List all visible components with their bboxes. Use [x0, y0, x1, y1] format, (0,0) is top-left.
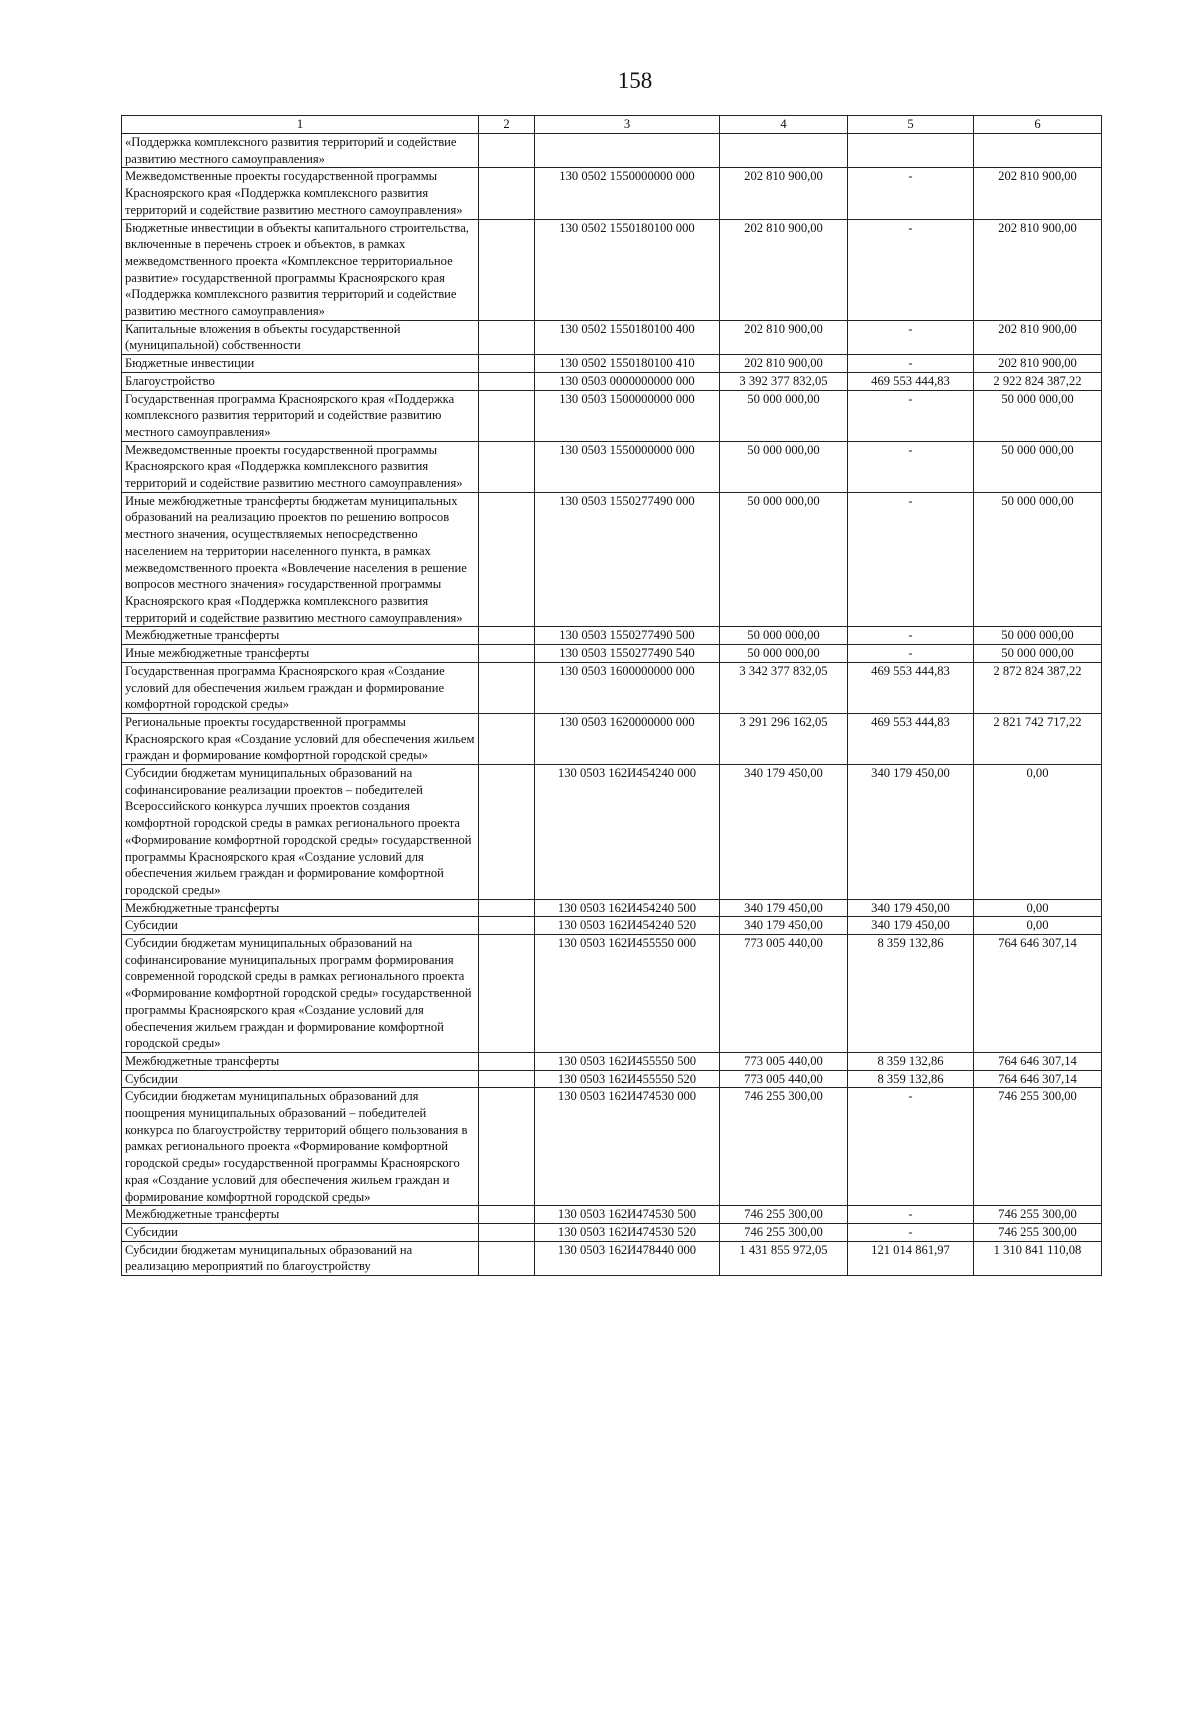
budget-table: [121, 115, 1102, 1276]
row-budget-code: 130 0503 162И455550 500: [535, 1052, 720, 1070]
row-budget-code: 130 0503 1600000000 000: [535, 662, 720, 713]
row-amount-col-6: 50 000 000,00: [974, 492, 1102, 627]
table-row: [122, 917, 1102, 935]
table-row: [122, 1052, 1102, 1070]
row-amount-col-6: 746 255 300,00: [974, 1224, 1102, 1242]
table-row: [122, 441, 1102, 492]
row-budget-code: 130 0503 0000000000 000: [535, 372, 720, 390]
row-description: Субсидии: [122, 1070, 479, 1088]
row-amount-col-4: 202 810 900,00: [720, 168, 848, 219]
row-budget-code: 130 0503 1620000000 000: [535, 713, 720, 764]
row-description: Благоустройство: [122, 372, 479, 390]
row-amount-col-5: -: [848, 320, 974, 354]
row-amount-col-6: 202 810 900,00: [974, 320, 1102, 354]
row-amount-col-4: 50 000 000,00: [720, 441, 848, 492]
row-amount-col-4: 202 810 900,00: [720, 320, 848, 354]
row-col-2: [479, 627, 535, 645]
column-header-1: 1: [122, 116, 479, 134]
row-description: Иные межбюджетные трансферты бюджетам муниципальных образований на реализацию проектов по решению вопросов местного значения, осуществляемых непосредственно населением на территории населенного пункта, в рамках межведомственного проекта «Вовлечение населения в решение вопросов местного значения» государственной программы Красноярского края «Поддержка комплексного развития территорий и содействие развитию местного самоуправления»: [122, 492, 479, 627]
row-amount-col-4: 746 255 300,00: [720, 1224, 848, 1242]
row-amount-col-6: 764 646 307,14: [974, 935, 1102, 1053]
row-col-2: [479, 662, 535, 713]
row-col-2: [479, 645, 535, 663]
row-budget-code: 130 0503 162И454240 500: [535, 899, 720, 917]
row-budget-code: 130 0503 1550277490 000: [535, 492, 720, 627]
row-amount-col-6: 202 810 900,00: [974, 219, 1102, 320]
row-amount-col-5: 469 553 444,83: [848, 713, 974, 764]
row-budget-code: 130 0502 1550180100 000: [535, 219, 720, 320]
column-header-6: 6: [974, 116, 1102, 134]
table-row: [122, 219, 1102, 320]
table-row: [122, 320, 1102, 354]
row-amount-col-6: 764 646 307,14: [974, 1052, 1102, 1070]
row-budget-code: 130 0503 162И455550 000: [535, 935, 720, 1053]
row-col-2: [479, 899, 535, 917]
row-col-2: [479, 935, 535, 1053]
row-budget-code: 130 0503 162И478440 000: [535, 1241, 720, 1275]
row-amount-col-6: 50 000 000,00: [974, 627, 1102, 645]
row-amount-col-6: 1 310 841 110,08: [974, 1241, 1102, 1275]
row-amount-col-6: 50 000 000,00: [974, 441, 1102, 492]
row-description: Субсидии бюджетам муниципальных образований на софинансирование муниципальных программ формирования современной городской среды в рамках регионального проекта «Формирование комфортной городской среды» государственной программы Красноярского края «Создание условий для обеспечения жильем граждан и формирование комфортной городской среды»: [122, 935, 479, 1053]
row-amount-col-6: 746 255 300,00: [974, 1088, 1102, 1206]
table-row: [122, 1070, 1102, 1088]
row-amount-col-5: -: [848, 168, 974, 219]
table-row: [122, 168, 1102, 219]
row-amount-col-5: -: [848, 492, 974, 627]
row-col-2: [479, 355, 535, 373]
row-col-2: [479, 1088, 535, 1206]
row-budget-code: 130 0503 162И455550 520: [535, 1070, 720, 1088]
row-amount-col-5: 469 553 444,83: [848, 372, 974, 390]
row-amount-col-5: 8 359 132,86: [848, 1052, 974, 1070]
row-description: Субсидии: [122, 1224, 479, 1242]
column-header-3: 3: [535, 116, 720, 134]
row-description: Субсидии: [122, 917, 479, 935]
row-amount-col-4: 746 255 300,00: [720, 1088, 848, 1206]
row-amount-col-5: -: [848, 219, 974, 320]
row-col-2: [479, 134, 535, 168]
row-description: Бюджетные инвестиции: [122, 355, 479, 373]
row-amount-col-6: 50 000 000,00: [974, 645, 1102, 663]
row-description: Межбюджетные трансферты: [122, 1052, 479, 1070]
row-amount-col-5: 340 179 450,00: [848, 917, 974, 935]
row-amount-col-6: 0,00: [974, 765, 1102, 900]
column-header-5: 5: [848, 116, 974, 134]
table-row: [122, 645, 1102, 663]
row-description: Межведомственные проекты государственной программы Красноярского края «Поддержка комплексного развития территорий и содействие развитию местного самоуправления»: [122, 441, 479, 492]
table-row: [122, 492, 1102, 627]
row-budget-code: 130 0503 162И474530 500: [535, 1206, 720, 1224]
row-col-2: [479, 765, 535, 900]
row-budget-code: 130 0503 162И474530 000: [535, 1088, 720, 1206]
row-amount-col-5: -: [848, 645, 974, 663]
row-amount-col-4: 50 000 000,00: [720, 390, 848, 441]
table-row: [122, 372, 1102, 390]
row-amount-col-4: 50 000 000,00: [720, 492, 848, 627]
row-amount-col-4: 1 431 855 972,05: [720, 1241, 848, 1275]
table-row: [122, 1206, 1102, 1224]
row-amount-col-5: 340 179 450,00: [848, 765, 974, 900]
row-col-2: [479, 1241, 535, 1275]
row-col-2: [479, 441, 535, 492]
row-amount-col-5: -: [848, 1088, 974, 1206]
row-amount-col-4: [720, 134, 848, 168]
row-col-2: [479, 1070, 535, 1088]
table-row: [122, 134, 1102, 168]
row-col-2: [479, 492, 535, 627]
column-header-4: 4: [720, 116, 848, 134]
table-row: [122, 355, 1102, 373]
row-amount-col-4: 3 342 377 832,05: [720, 662, 848, 713]
row-budget-code: 130 0503 162И474530 520: [535, 1224, 720, 1242]
row-description: Капитальные вложения в объекты государственной (муниципальной) собственности: [122, 320, 479, 354]
row-amount-col-6: 0,00: [974, 917, 1102, 935]
table-row: [122, 1088, 1102, 1206]
row-budget-code: 130 0503 1500000000 000: [535, 390, 720, 441]
row-description: Межбюджетные трансферты: [122, 1206, 479, 1224]
row-amount-col-5: [848, 134, 974, 168]
row-amount-col-4: 3 291 296 162,05: [720, 713, 848, 764]
row-amount-col-5: 469 553 444,83: [848, 662, 974, 713]
row-col-2: [479, 917, 535, 935]
row-amount-col-6: 2 872 824 387,22: [974, 662, 1102, 713]
row-description: Иные межбюджетные трансферты: [122, 645, 479, 663]
row-amount-col-5: 8 359 132,86: [848, 935, 974, 1053]
row-col-2: [479, 1224, 535, 1242]
row-col-2: [479, 168, 535, 219]
row-amount-col-4: 50 000 000,00: [720, 645, 848, 663]
row-budget-code: 130 0502 1550000000 000: [535, 168, 720, 219]
row-amount-col-4: 773 005 440,00: [720, 1052, 848, 1070]
row-col-2: [479, 372, 535, 390]
row-col-2: [479, 320, 535, 354]
row-col-2: [479, 1052, 535, 1070]
row-amount-col-6: 0,00: [974, 899, 1102, 917]
row-amount-col-4: 3 392 377 832,05: [720, 372, 848, 390]
row-amount-col-4: 202 810 900,00: [720, 355, 848, 373]
row-amount-col-5: -: [848, 627, 974, 645]
row-description: Субсидии бюджетам муниципальных образований на софинансирование реализации проектов – победителей Всероссийского конкурса лучших проектов создания комфортной городской среды в рамках регионального проекта «Формирование комфортной городской среды» государственной программы Красноярского края «Создание условий для обеспечения жильем граждан и формирование комфортной городской среды»: [122, 765, 479, 900]
row-budget-code: [535, 134, 720, 168]
row-amount-col-6: [974, 134, 1102, 168]
row-budget-code: 130 0503 1550000000 000: [535, 441, 720, 492]
page-number: 158: [617, 68, 653, 93]
row-amount-col-5: -: [848, 1224, 974, 1242]
row-budget-code: 130 0503 162И454240 520: [535, 917, 720, 935]
row-col-2: [479, 1206, 535, 1224]
row-amount-col-4: 773 005 440,00: [720, 935, 848, 1053]
column-header-2: 2: [479, 116, 535, 134]
table-row: [122, 390, 1102, 441]
row-description: Государственная программа Красноярского края «Поддержка комплексного развития территорий и содействие развитию местного самоуправления»: [122, 390, 479, 441]
row-amount-col-4: 746 255 300,00: [720, 1206, 848, 1224]
row-description: Государственная программа Красноярского края «Создание условий для обеспечения жильем граждан и формирование комфортной городской среды»: [122, 662, 479, 713]
row-amount-col-5: 8 359 132,86: [848, 1070, 974, 1088]
row-amount-col-6: 202 810 900,00: [974, 168, 1102, 219]
table-row: [122, 765, 1102, 900]
row-amount-col-6: 746 255 300,00: [974, 1206, 1102, 1224]
row-amount-col-6: 2 922 824 387,22: [974, 372, 1102, 390]
row-amount-col-4: 202 810 900,00: [720, 219, 848, 320]
row-amount-col-5: -: [848, 355, 974, 373]
table-row: [122, 1224, 1102, 1242]
row-amount-col-6: 202 810 900,00: [974, 355, 1102, 373]
table-row: [122, 935, 1102, 1053]
row-col-2: [479, 390, 535, 441]
row-amount-col-5: -: [848, 1206, 974, 1224]
table-row: [122, 899, 1102, 917]
row-description: «Поддержка комплексного развития территорий и содействие развитию местного самоуправления»: [122, 134, 479, 168]
row-amount-col-6: 764 646 307,14: [974, 1070, 1102, 1088]
row-amount-col-5: -: [848, 390, 974, 441]
row-description: Бюджетные инвестиции в объекты капитального строительства, включенные в перечень строек и объектов, в рамках межведомственного проекта «Комплексное территориальное развитие» государственной программы Красноярского края «Поддержка комплексного развития территорий и содействие развитию местного самоуправления»: [122, 219, 479, 320]
row-amount-col-4: 340 179 450,00: [720, 917, 848, 935]
row-description: Межбюджетные трансферты: [122, 899, 479, 917]
table-row: [122, 1241, 1102, 1275]
table-row: [122, 713, 1102, 764]
row-description: Субсидии бюджетам муниципальных образований на реализацию мероприятий по благоустройству: [122, 1241, 479, 1275]
row-amount-col-5: 340 179 450,00: [848, 899, 974, 917]
table-row: [122, 662, 1102, 713]
row-col-2: [479, 219, 535, 320]
row-amount-col-6: 2 821 742 717,22: [974, 713, 1102, 764]
row-amount-col-6: 50 000 000,00: [974, 390, 1102, 441]
row-col-2: [479, 713, 535, 764]
table-header-row: [122, 116, 1102, 134]
row-amount-col-4: 340 179 450,00: [720, 899, 848, 917]
row-budget-code: 130 0502 1550180100 410: [535, 355, 720, 373]
row-amount-col-4: 50 000 000,00: [720, 627, 848, 645]
table-row: [122, 627, 1102, 645]
row-budget-code: 130 0502 1550180100 400: [535, 320, 720, 354]
row-budget-code: 130 0503 162И454240 000: [535, 765, 720, 900]
row-description: Межведомственные проекты государственной программы Красноярского края «Поддержка комплексного развития территорий и содействие развитию местного самоуправления»: [122, 168, 479, 219]
row-description: Межбюджетные трансферты: [122, 627, 479, 645]
row-description: Региональные проекты государственной программы Красноярского края «Создание условий для обеспечения жильем граждан и формирование комфортной городской среды»: [122, 713, 479, 764]
row-budget-code: 130 0503 1550277490 540: [535, 645, 720, 663]
table-body: [122, 134, 1102, 1276]
row-amount-col-5: 121 014 861,97: [848, 1241, 974, 1275]
row-description: Субсидии бюджетам муниципальных образований для поощрения муниципальных образований – победителей конкурса по благоустройству территорий общего пользования в рамках регионального проекта «Формирование комфортной городской среды» государственной программы Красноярского края «Создание условий для обеспечения жильем граждан и формирование комфортной городской среды»: [122, 1088, 479, 1206]
row-amount-col-5: -: [848, 441, 974, 492]
row-amount-col-4: 773 005 440,00: [720, 1070, 848, 1088]
row-amount-col-4: 340 179 450,00: [720, 765, 848, 900]
row-budget-code: 130 0503 1550277490 500: [535, 627, 720, 645]
